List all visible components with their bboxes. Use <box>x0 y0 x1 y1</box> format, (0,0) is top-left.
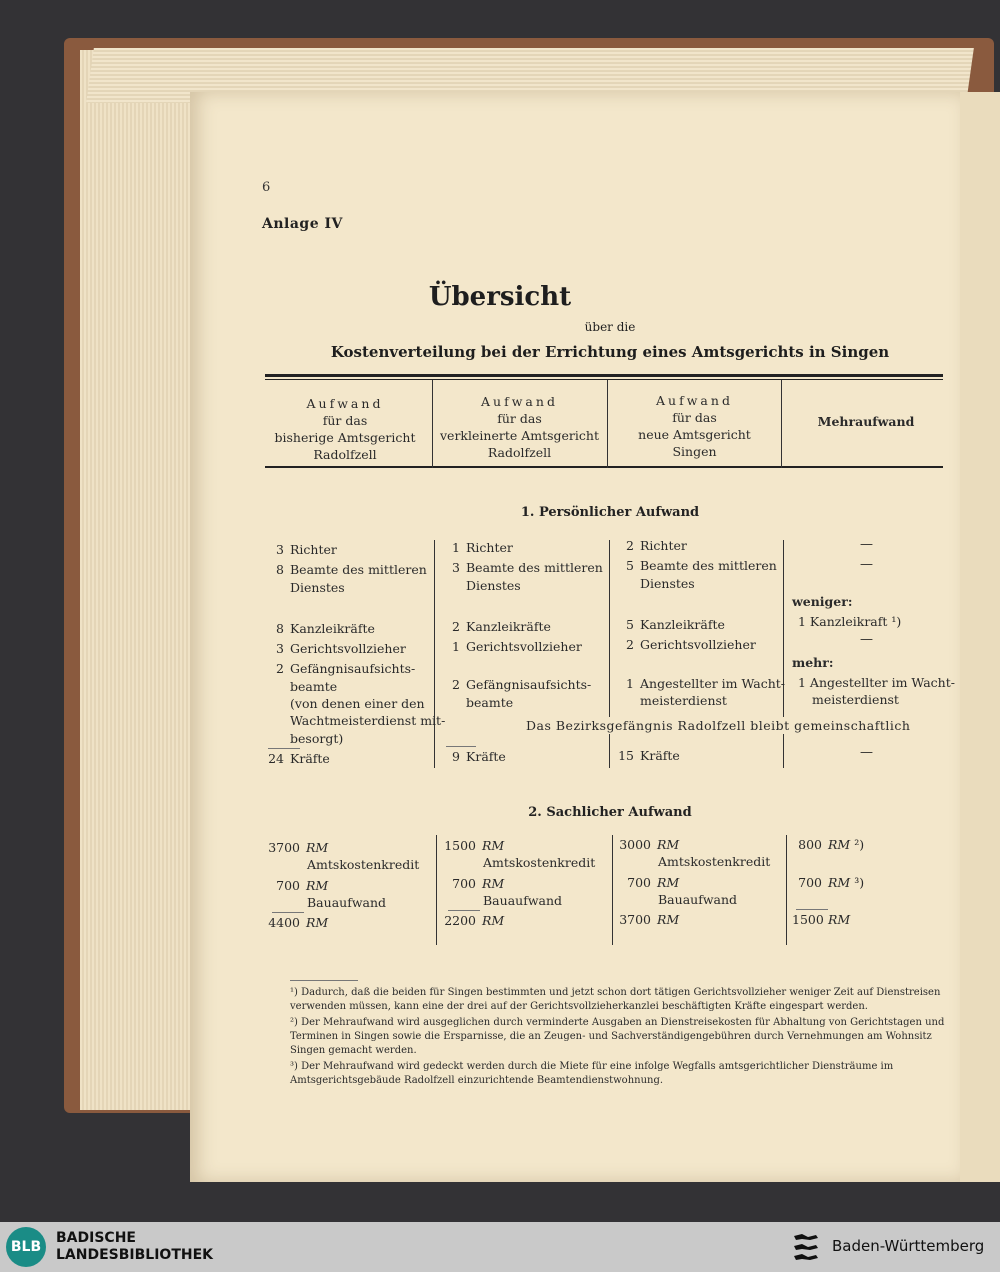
list-item: 2 Gerichtsvollzieher <box>626 637 756 652</box>
amount-total: 1500 RM <box>792 912 851 927</box>
list-item: 1 Angestellter im Wacht- <box>626 676 786 691</box>
list-item: 1 Gerichtsvollzieher <box>452 639 582 654</box>
list-item: 2 Kanzleikräfte <box>452 619 551 634</box>
amount-label: Amtskostenkredit <box>483 855 596 870</box>
header-divider <box>781 380 782 468</box>
list-item-total: 9 Kräfte <box>452 749 506 764</box>
list-item: 8 Beamte des mittleren <box>276 562 427 577</box>
column-header-neue: Aufwand für das neue Amtsgericht Singen <box>638 393 751 459</box>
list-item: Dienstes <box>640 576 695 591</box>
sum-rule <box>268 748 300 749</box>
amount-row: 700 RM <box>627 875 680 890</box>
baden-wuerttemberg-lions-icon <box>790 1230 822 1264</box>
list-item: Wachtmeisterdienst mit- <box>290 713 446 728</box>
section-title-sachlich: 2. Sachlicher Aufwand <box>528 805 692 820</box>
footnote-2: ²) Der Mehraufwand wird ausgeglichen durch verminderte Ausgaben an Dienstreisekosten für Abhaltung von Gerichtstagen und Terminen in Singen sowie die Ersparnisse, die an Zeugen- und Sachverständigengebühren durch Vernehmungen am Wohnsitz Singen gemacht werden. <box>290 1017 945 1056</box>
list-item: 3 Beamte des mittleren <box>452 560 603 575</box>
list-item: 5 Kanzleikräfte <box>626 617 725 632</box>
dash-beamte: — <box>860 557 873 572</box>
footnote-separator <box>290 980 358 981</box>
sum-rule <box>796 909 828 910</box>
right-page-edge <box>960 92 1000 1182</box>
list-item: beamte <box>290 679 338 694</box>
footnote-1: ¹) Dadurch, daß die beiden für Singen bestimmten und jetzt schon dort tätigen Gerichtsvollzieher weniger Zeit auf Dienstreisen verwenden müssen, kann eine der drei auf der Gerichtsvollzieherkanzlei beschäftigten Kräfte eingespart werden. <box>290 987 941 1012</box>
mehr-label: mehr: <box>792 655 834 670</box>
column-divider <box>612 835 613 945</box>
page-title: Übersicht <box>428 282 572 312</box>
sum-rule <box>448 910 480 911</box>
page-subtitle: über die <box>584 320 636 334</box>
appendix-label: Anlage IV <box>262 216 343 232</box>
sum-rule <box>446 746 476 747</box>
list-item: 2 Gefängnisaufsichts- <box>452 677 592 692</box>
amount-label: Bauaufwand <box>307 895 387 910</box>
column-header-bisherige: Aufwand für das bisherige Amtsgericht Radolfzell <box>274 396 416 462</box>
amount-row: 3000 RM <box>619 837 680 852</box>
list-item: 5 Beamte des mittleren <box>626 558 777 573</box>
list-item: Dienstes <box>290 580 345 595</box>
dash-gerichtsvollzieher: — <box>860 632 873 647</box>
amount-row: 700 RM ³) <box>798 875 865 890</box>
list-item: 3 Richter <box>276 542 337 557</box>
list-item: (von denen einer den <box>290 696 425 711</box>
mehr-entry-cont: meisterdienst <box>812 692 899 707</box>
viewer-footer <box>0 1222 1000 1272</box>
list-item-total: 15 Kräfte <box>618 748 680 763</box>
list-item: Dienstes <box>466 578 521 593</box>
page-stack-side <box>80 50 200 1110</box>
dash-total: — <box>860 745 873 760</box>
footnote-3: ³) Der Mehraufwand wird gedeckt werden durch die Miete für eine infolge Wegfalls amtsgerichtlicher Diensträume im Amtsgerichtsgebäude Radolfzell einzurichtende Beamtendienstwohnung. <box>290 1061 894 1086</box>
column-divider <box>434 540 435 768</box>
list-item: 2 Richter <box>626 538 687 553</box>
table-top-rule-thin <box>265 379 943 380</box>
amount-total: 3700 RM <box>619 912 680 927</box>
state-name[interactable]: Baden-Württemberg <box>832 1237 985 1255</box>
amount-total: 2200 RM <box>444 913 505 928</box>
header-divider <box>432 380 433 468</box>
mehr-entry: 1 Angestellter im Wacht- <box>798 675 955 690</box>
amount-label: Amtskostenkredit <box>658 854 771 869</box>
list-item-total: 24 Kräfte <box>268 751 330 766</box>
list-item: beamte <box>466 695 514 710</box>
header-divider <box>607 380 608 468</box>
amount-total: 4400 RM <box>268 915 329 930</box>
amount-label: Bauaufwand <box>658 892 738 907</box>
amount-label: Bauaufwand <box>483 893 563 908</box>
column-header-mehraufwand: Mehraufwand <box>817 414 915 429</box>
shared-prison-note: Das Bezirksgefängnis Radolfzell bleibt gemeinschaftlich <box>526 718 911 733</box>
page-heading: Kostenverteilung bei der Errichtung eines Amtsgerichts in Singen <box>330 343 890 361</box>
page-number: 6 <box>262 180 271 195</box>
amount-row: 800 RM ²) <box>798 837 865 852</box>
list-item: 2 Gefängnisaufsichts- <box>276 661 416 676</box>
weniger-label: weniger: <box>792 594 853 609</box>
column-header-verkleinerte: Aufwand für das verkleinerte Amtsgericht Radolfzell <box>440 394 599 460</box>
list-item: meisterdienst <box>640 693 727 708</box>
amount-row: 700 RM <box>452 876 505 891</box>
blb-logo-icon[interactable]: BLB <box>6 1227 46 1267</box>
amount-row: 3700 RM <box>268 840 329 855</box>
table-top-rule <box>265 374 943 377</box>
list-item: 3 Gerichtsvollzieher <box>276 641 406 656</box>
column-divider <box>786 835 787 945</box>
list-item: besorgt) <box>290 731 344 746</box>
weniger-entry: 1 Kanzleikraft ¹) <box>798 614 902 629</box>
column-divider <box>436 835 437 945</box>
section-title-persoenlich: 1. Persönlicher Aufwand <box>520 505 700 520</box>
amount-row: 700 RM <box>276 878 329 893</box>
institution-name[interactable]: BADISCHE LANDESBIBLIOTHEK <box>56 1230 214 1263</box>
amount-label: Amtskostenkredit <box>307 857 420 872</box>
list-item: 1 Richter <box>452 540 513 555</box>
list-item: 8 Kanzleikräfte <box>276 621 375 636</box>
table-header-rule <box>265 466 943 468</box>
sum-rule <box>272 912 304 913</box>
amount-row: 1500 RM <box>444 838 505 853</box>
dash-richter: — <box>860 537 873 552</box>
